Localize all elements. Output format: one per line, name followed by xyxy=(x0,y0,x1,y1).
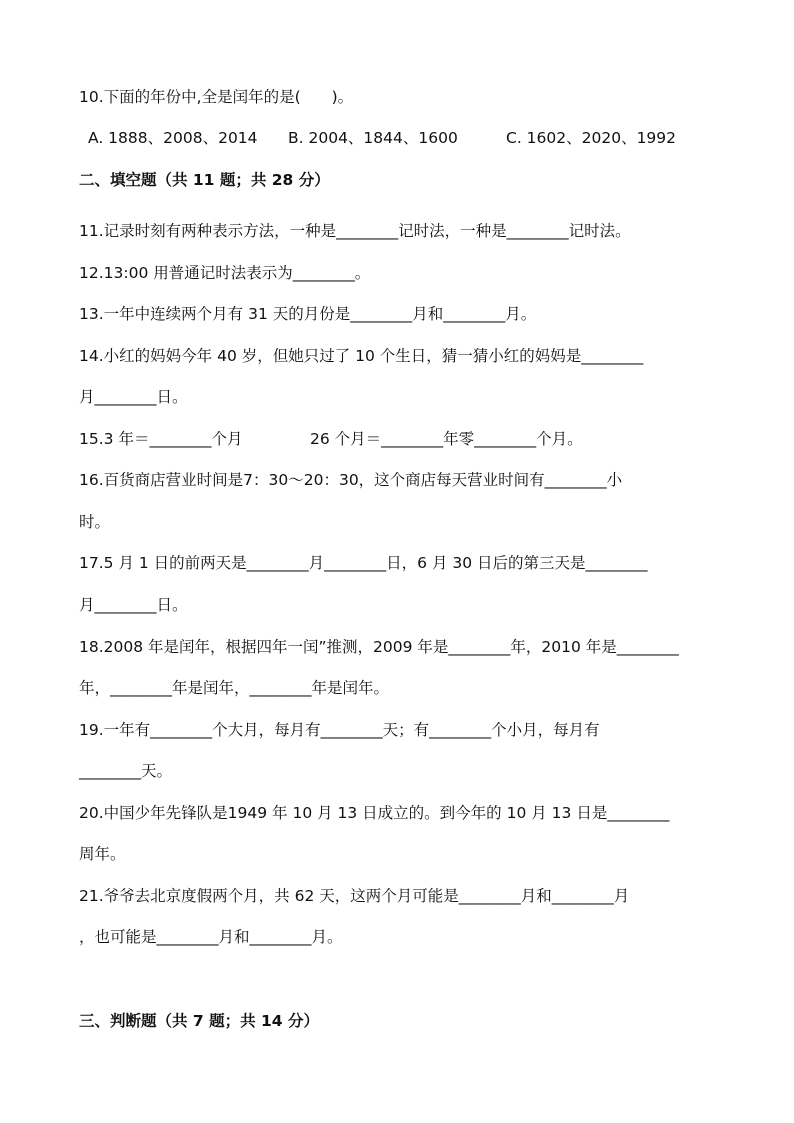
question-13: 13.一年中连续两个月有 31 天的月份是________月和________月。 xyxy=(79,305,537,323)
question-21-line-1: 21.爷爷去北京度假两个月，共 62 天，这两个月可能是________月和________月 xyxy=(79,887,630,905)
question-17-line-1: 17.5 月 1 日的前两天是________月________日，6 月 30 日后的第三天是________ xyxy=(79,554,648,572)
question-15-part-1: 15.3 年＝________个月 xyxy=(79,430,243,448)
question-10-option-c: C. 1602、2020、1992 xyxy=(506,129,677,147)
question-20-line-2: 周年。 xyxy=(79,845,126,863)
section-3-heading: 三、判断题（共 7 题；共 14 分） xyxy=(79,1012,319,1030)
question-20-line-1: 20.中国少年先锋队是1949 年 10 月 13 日成立的。到今年的 10 月 13 日是________ xyxy=(79,804,670,822)
question-16-line-2: 时。 xyxy=(79,513,111,531)
question-17-line-2: 月________日。 xyxy=(79,596,188,614)
question-14-line-2: 月________日。 xyxy=(79,388,188,406)
question-10-option-b: B. 2004、1844、1600 xyxy=(288,129,458,147)
question-18-line-1: 18.2008 年是闰年，根据四年一闰”推测，2009 年是________年，2010 年是________ xyxy=(79,638,679,656)
question-10-option-a: A. 1888、2008、2014 xyxy=(88,129,258,147)
section-2-heading: 二、填空题（共 11 题；共 28 分） xyxy=(79,171,330,189)
question-16-line-1: 16.百货商店营业时间是7：30～20：30，这个商店每天营业时间有________小 xyxy=(79,471,623,489)
question-18-line-2: 年，________年是闰年，________年是闰年。 xyxy=(79,679,390,697)
question-11: 11.记录时刻有两种表示方法，一种是________记时法，一种是________记时法。 xyxy=(79,222,631,240)
question-10-stem: 10.下面的年份中,全是闰年的是( )。 xyxy=(79,88,354,106)
question-12: 12.13:00 用普通记时法表示为________。 xyxy=(79,264,371,282)
question-19-line-1: 19.一年有________个大月，每月有________天；有________个小月，每月有 xyxy=(79,721,600,739)
question-15-part-2: 26 个月＝________年零________个月。 xyxy=(310,430,583,448)
question-21-line-2: ，也可能是________月和________月。 xyxy=(79,928,343,946)
question-14-line-1: 14.小红的妈妈今年 40 岁，但她只过了 10 个生日，猜一猜小红的妈妈是________ xyxy=(79,347,644,365)
question-19-line-2: ________天。 xyxy=(79,762,173,780)
